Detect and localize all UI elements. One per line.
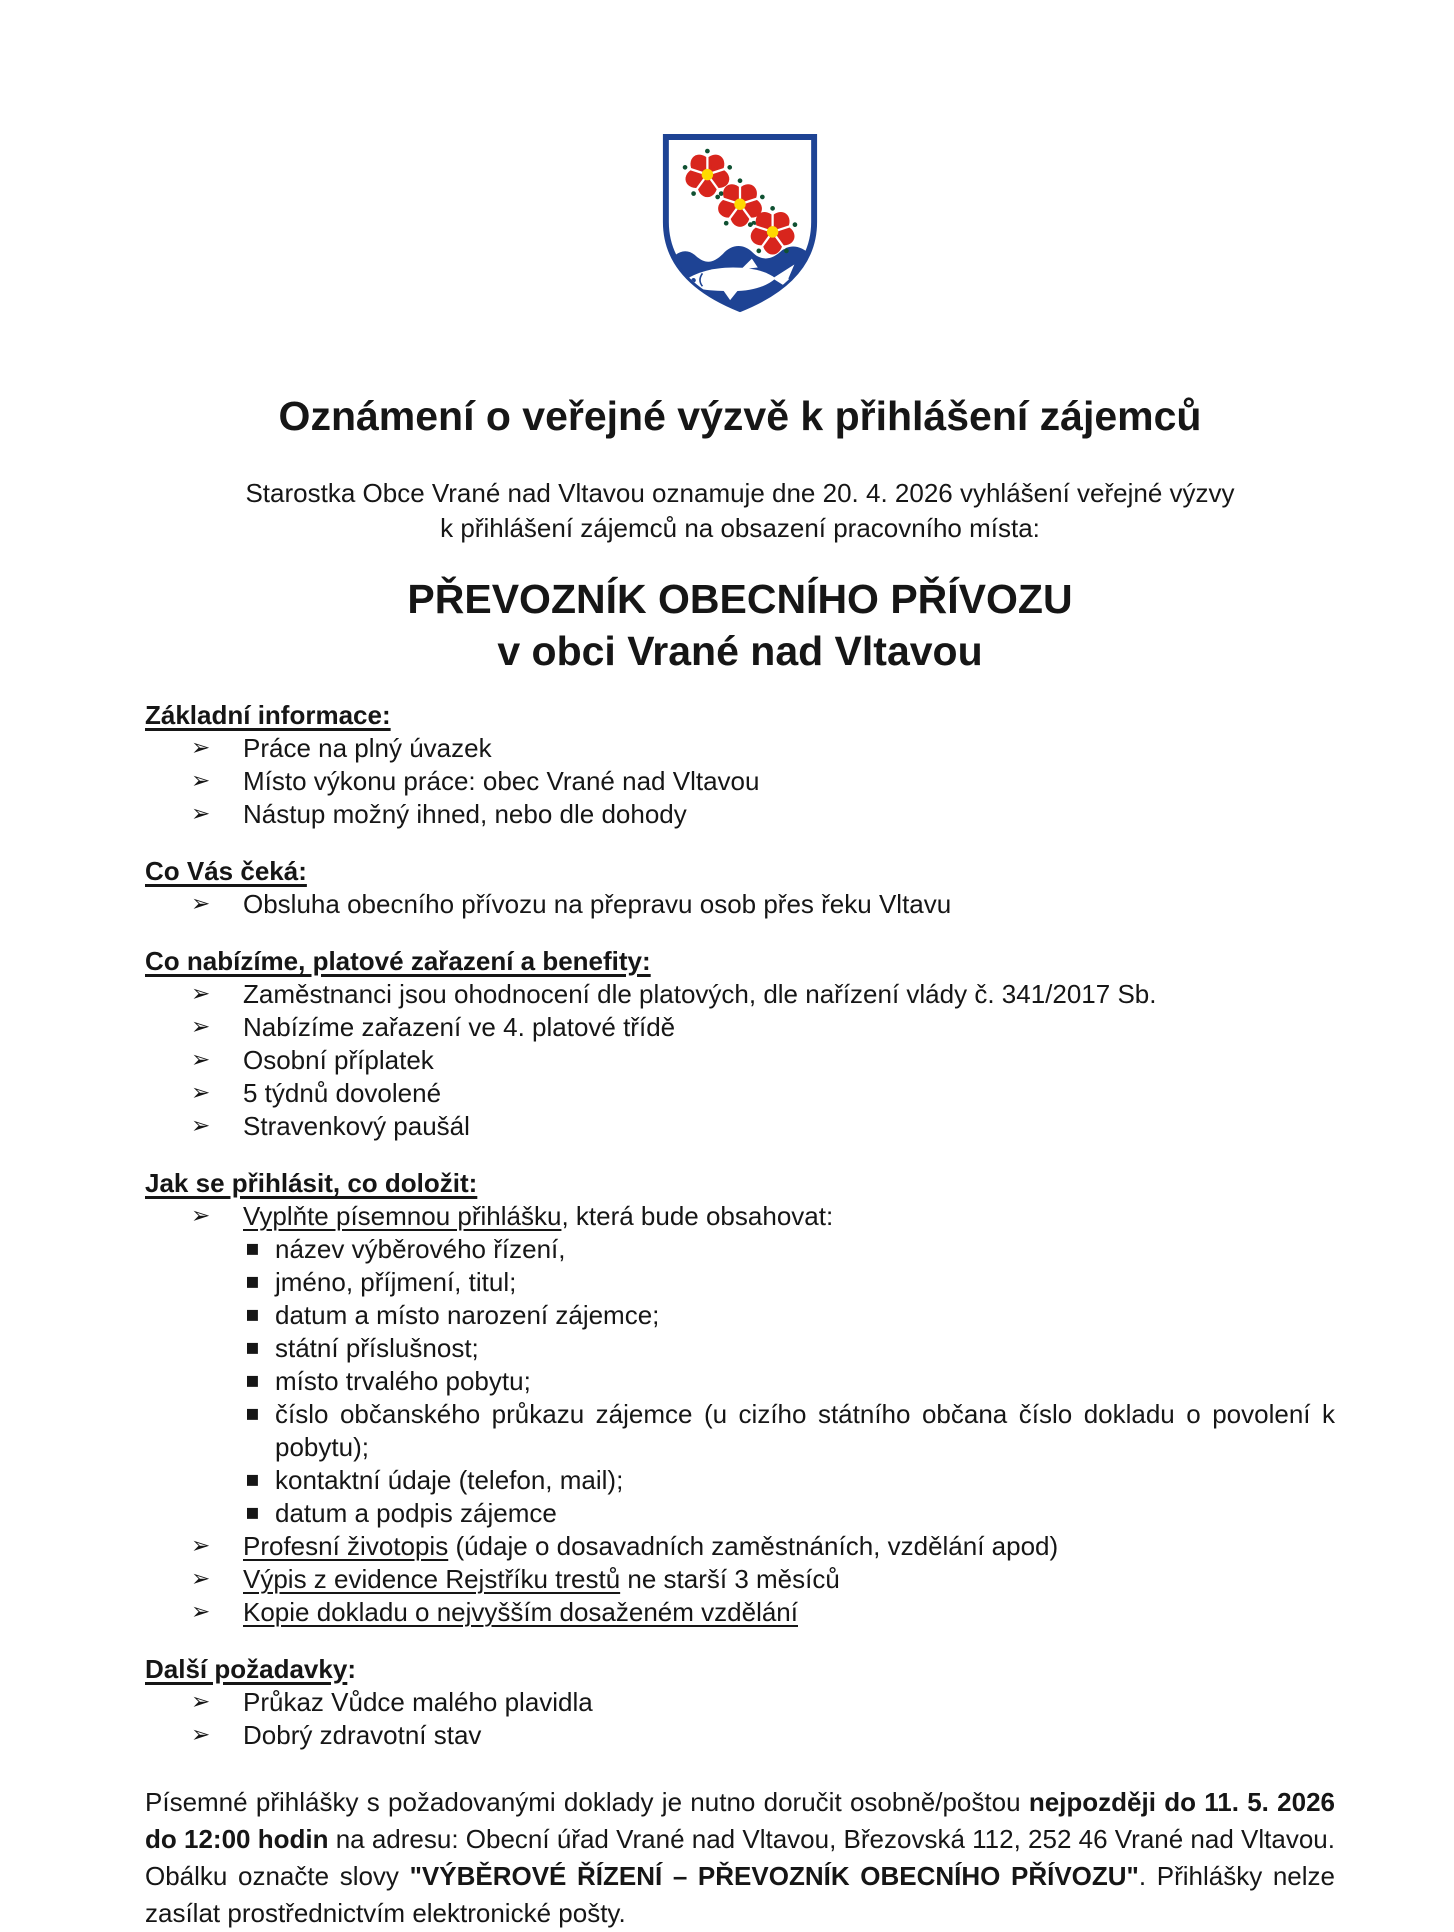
square-bullet-icon: ▪ xyxy=(245,1236,260,1261)
square-bullet-icon: ▪ xyxy=(245,1335,260,1360)
list-item xyxy=(145,1686,1335,1719)
square-bullet-icon: ▪ xyxy=(245,1269,260,1294)
section-co-nabizime xyxy=(145,945,1335,1143)
section-dalsi-pozadavky xyxy=(145,1653,1335,1752)
item-text: státní příslušnost; xyxy=(275,1333,479,1363)
item-text: Nástup možný ihned, nebo dle dohody xyxy=(243,799,687,829)
item-text: Místo výkonu práce: obec Vrané nad Vltavou xyxy=(243,766,760,796)
item-text-underlined: Kopie dokladu o nejvyšším dosaženém vzdělání xyxy=(243,1597,798,1627)
section-zakladni-informace xyxy=(145,699,1335,831)
bullet-list xyxy=(145,1686,1335,1752)
arrow-bullet-icon: ➢ xyxy=(191,801,211,827)
item-text: Obsluha obecního přívozu na přepravu osob přes řeku Vltavu xyxy=(243,889,952,919)
item-text: jméno, příjmení, titul; xyxy=(275,1267,517,1297)
square-bullet-icon: ▪ xyxy=(245,1302,260,1327)
sub-list-item xyxy=(145,1497,1335,1530)
item-text: (údaje o dosavadních zaměstnáních, vzdělání apod) xyxy=(448,1531,1059,1561)
arrow-bullet-icon: ➢ xyxy=(191,1047,211,1073)
arrow-bullet-icon: ➢ xyxy=(191,891,211,917)
square-bullet-icon: ▪ xyxy=(245,1467,260,1492)
item-text: Průkaz Vůdce malého plavidla xyxy=(243,1687,593,1717)
section-heading: Základní informace: xyxy=(145,700,391,730)
item-text-underlined: Vyplňte písemnou přihlášku xyxy=(243,1201,562,1231)
list-item xyxy=(145,888,1335,921)
job-title-line-2: v obci Vrané nad Vltavou xyxy=(497,628,983,674)
list-item xyxy=(145,1719,1335,1752)
arrow-bullet-icon: ➢ xyxy=(191,1203,211,1229)
section-jak-se-prihlasit xyxy=(145,1167,1335,1629)
item-text: Nabízíme zařazení ve 4. platové třídě xyxy=(243,1012,676,1042)
section-co-vas-ceka xyxy=(145,855,1335,921)
arrow-bullet-icon: ➢ xyxy=(191,1722,211,1748)
arrow-bullet-icon: ➢ xyxy=(191,1113,211,1139)
square-bullet-icon: ▪ xyxy=(245,1368,260,1393)
list-item xyxy=(145,1011,1335,1044)
sub-list-item xyxy=(145,1398,1335,1464)
list-item xyxy=(145,1530,1335,1563)
bullet-list xyxy=(145,978,1335,1143)
arrow-bullet-icon: ➢ xyxy=(191,735,211,761)
closing-segment: . Přihlášky nelze zasílat prostřednictvím elektronické pošty. xyxy=(145,1861,1335,1928)
list-item xyxy=(145,798,1335,831)
square-bullet-icon: ▪ xyxy=(245,1500,260,1525)
bullet-list xyxy=(145,1200,1335,1233)
item-text-underlined: Výpis z evidence Rejstříku trestů xyxy=(243,1564,621,1594)
item-text: číslo občanského průkazu zájemce (u cizího státního občana číslo dokladu o povolení k pobytu); xyxy=(275,1399,1335,1462)
item-text: datum a podpis zájemce xyxy=(275,1498,557,1528)
arrow-bullet-icon: ➢ xyxy=(191,1566,211,1592)
item-text: Stravenkový paušál xyxy=(243,1111,470,1141)
item-text: místo trvalého pobytu; xyxy=(275,1366,531,1396)
list-item xyxy=(145,1200,1335,1233)
item-text: datum a místo narození zájemce; xyxy=(275,1300,660,1330)
closing-segment: Písemné přihlášky s požadovanými doklady je nutno doručit osobně/poštou xyxy=(145,1787,1029,1817)
sections xyxy=(145,699,1335,1752)
section-heading: Jak se přihlásit, co doložit: xyxy=(145,1168,478,1198)
bullet-list xyxy=(145,732,1335,831)
arrow-bullet-icon: ➢ xyxy=(191,768,211,794)
intro-paragraph xyxy=(145,476,1335,546)
water-and-fish xyxy=(666,246,814,317)
intro-line-2: k přihlášení zájemců na obsazení pracovního místa: xyxy=(440,513,1040,543)
coat-of-arms-graphic xyxy=(656,127,824,317)
item-text: Zaměstnanci jsou ohodnocení dle platových, dle nařízení vlády č. 341/2017 Sb. xyxy=(243,979,1157,1009)
section-heading: Co Vás čeká: xyxy=(145,856,307,886)
list-item xyxy=(145,1596,1335,1629)
item-text: název výběrového řízení, xyxy=(275,1234,566,1264)
item-text: Práce na plný úvazek xyxy=(243,733,492,763)
sub-list-item xyxy=(145,1266,1335,1299)
list-item xyxy=(145,1044,1335,1077)
bullet-list xyxy=(145,1530,1335,1629)
closing-segment-bold: "VÝBĚROVÉ ŘÍZENÍ – PŘEVOZNÍK OBECNÍHO PŘÍVOZU" xyxy=(409,1861,1139,1891)
intro-line-1: Starostka Obce Vrané nad Vltavou oznamuje dne 20. 4. 2026 vyhlášení veřejné výzvy xyxy=(245,478,1235,508)
square-bullet-icon: ▪ xyxy=(245,1401,260,1426)
list-item xyxy=(145,1110,1335,1143)
arrow-bullet-icon: ➢ xyxy=(191,981,211,1007)
sub-list-item xyxy=(145,1365,1335,1398)
coat-of-arms xyxy=(656,0,824,322)
section-heading: Další požadavky: xyxy=(145,1654,356,1684)
arrow-bullet-icon: ➢ xyxy=(191,1599,211,1625)
page-title: Oznámení o veřejné výzvě k přihlášení zájemců xyxy=(278,393,1202,439)
job-title xyxy=(145,573,1335,677)
list-item xyxy=(145,1077,1335,1110)
item-text: ne starší 3 měsíců xyxy=(620,1564,840,1594)
item-text: kontaktní údaje (telefon, mail); xyxy=(275,1465,624,1495)
sub-bullet-list xyxy=(145,1233,1335,1530)
item-text: , která bude obsahovat: xyxy=(561,1201,834,1231)
list-item xyxy=(145,978,1335,1011)
sub-list-item xyxy=(145,1332,1335,1365)
job-title-line-1: PŘEVOZNÍK OBECNÍHO PŘÍVOZU xyxy=(407,576,1073,622)
arrow-bullet-icon: ➢ xyxy=(191,1080,211,1106)
item-text-underlined: Profesní životopis xyxy=(243,1531,449,1561)
sub-list-item xyxy=(145,1464,1335,1497)
item-text: Dobrý zdravotní stav xyxy=(243,1720,482,1750)
closing-paragraph xyxy=(145,1784,1335,1932)
list-item xyxy=(145,765,1335,798)
item-text: 5 týdnů dovolené xyxy=(243,1078,442,1108)
item-text: Osobní příplatek xyxy=(243,1045,434,1075)
list-item xyxy=(145,732,1335,765)
arrow-bullet-icon: ➢ xyxy=(191,1014,211,1040)
list-item xyxy=(145,1563,1335,1596)
arrow-bullet-icon: ➢ xyxy=(191,1689,211,1715)
section-heading: Co nabízíme, platové zařazení a benefity: xyxy=(145,946,651,976)
sub-list-item xyxy=(145,1299,1335,1332)
arrow-bullet-icon: ➢ xyxy=(191,1533,211,1559)
closing-segment-bold: nejpozději do 11. 5. 2026 do 12:00 hodin xyxy=(145,1787,1335,1854)
bullet-list xyxy=(145,888,1335,921)
closing-segment: na adresu: Obecní úřad Vrané nad Vltavou, Březovská 112, 252 46 Vrané nad Vltavou. Obálku označte slovy xyxy=(145,1824,1335,1891)
sub-list-item xyxy=(145,1233,1335,1266)
